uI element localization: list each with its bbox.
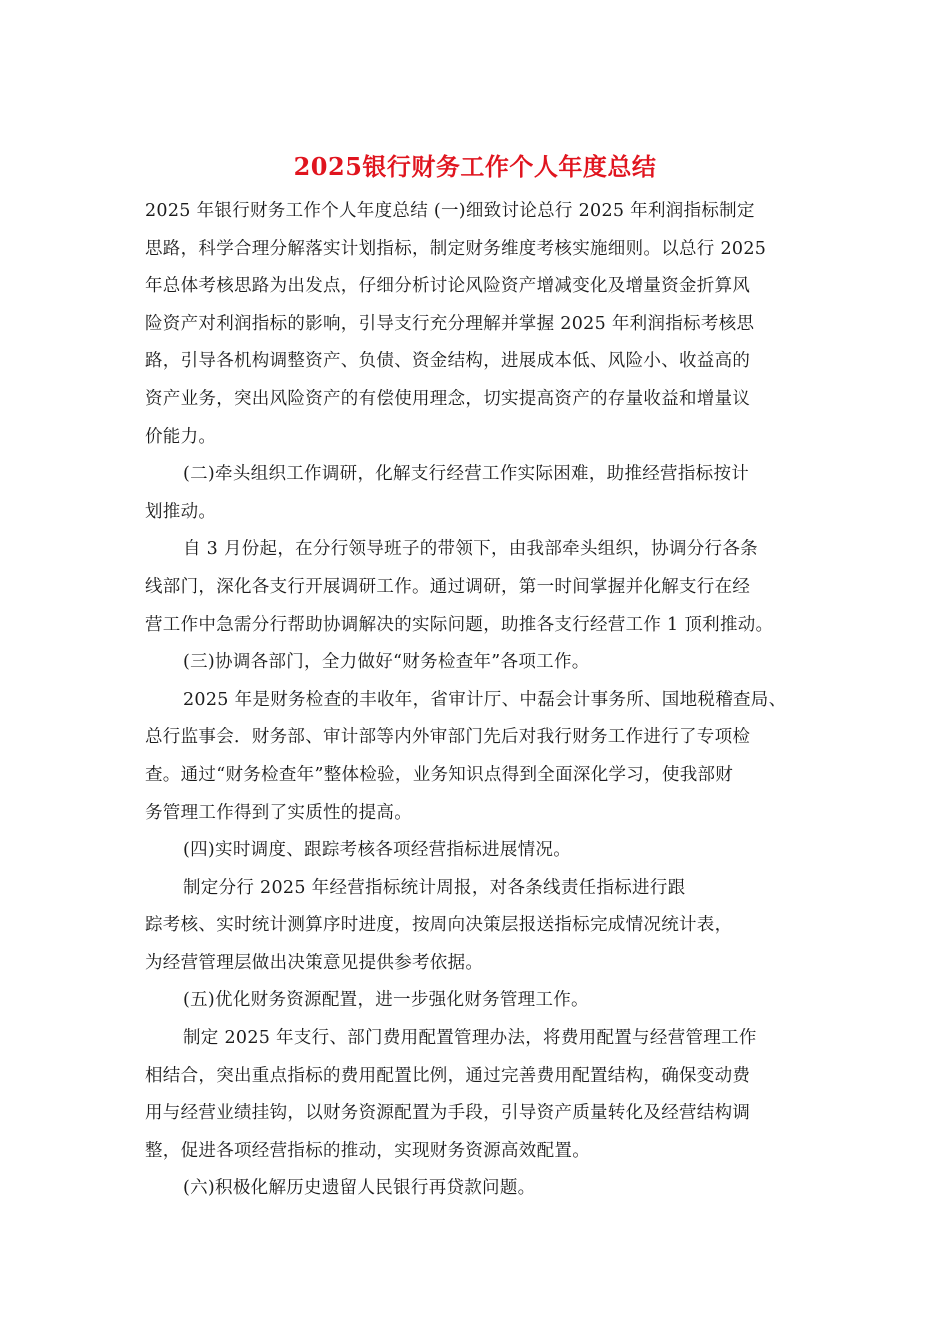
text-line: 自 3 月份起，在分行领导班子的带领下，由我部牵头组织，协调分行各条 (183, 539, 758, 560)
text-line: 2025 年是财务检查的丰收年，省审计厅、中磊会计事务所、国地税稽查局、 (183, 689, 787, 710)
text-line: (六)积极化解历史遗留人民银行再贷款问题。 (183, 1178, 536, 1199)
text-line: 制定 2025 年支行、部门费用配置管理办法，将费用配置与经营管理工作 (183, 1028, 757, 1049)
text-line: 路，引导各机构调整资产、负债、资金结构，进展成本低、风险小、收益高的 (145, 351, 751, 372)
text-line: 制定分行 2025 年经营指标统计周报，对各条线责任指标进行跟 (183, 877, 686, 898)
text-line: (五)优化财务资源配置，进一步强化财务管理工作。 (183, 990, 589, 1011)
text-line: 价能力。 (145, 426, 217, 447)
text-line: 总行监事会．财务部、审计部等内外审部门先后对我行财务工作进行了专项检 (145, 727, 751, 748)
text-line: 为经营管理层做出决策意见提供参考依据。 (145, 952, 484, 973)
text-line: (三)协调各部门，全力做好“财务检查年”各项工作。 (183, 652, 590, 673)
text-line: 整，促进各项经营指标的推动，实现财务资源高效配置。 (145, 1140, 590, 1161)
text-line: 线部门，深化各支行开展调研工作。通过调研，第一时间掌握并化解支行在经 (145, 576, 751, 597)
text-line: 思路，科学合理分解落实计划指标，制定财务维度考核实施细则。以总行 2025 (145, 238, 767, 259)
text-line: (二)牵头组织工作调研，化解支行经营工作实际困难，助推经营指标按计 (183, 464, 750, 485)
text-line: 用与经营业绩挂钩，以财务资源配置为手段，引导资产质量转化及经营结构调 (145, 1103, 751, 1124)
document-body (145, 193, 810, 1208)
document-title: 2025银行财务工作个人年度总结 (293, 152, 657, 181)
text-line: 资产业务，突出风险资产的有偿使用理念，切实提高资产的存量收益和增量议 (145, 388, 751, 409)
text-line: 险资产对利润指标的影响，引导支行充分理解并掌握 2025 年利润指标考核思 (145, 313, 755, 334)
text-line: 务管理工作得到了实质性的提高。 (145, 802, 412, 823)
text-line: (四)实时调度、跟踪考核各项经营指标进展情况。 (183, 840, 572, 861)
text-line: 2025 年银行财务工作个人年度总结 (一)细致讨论总行 2025 年利润指标制定 (145, 201, 755, 221)
text-line: 查。通过“财务检查年”整体检验，业务知识点得到全面深化学习，使我部财 (145, 764, 734, 785)
text-line: 年总体考核思路为出发点，仔细分析讨论风险资产增减变化及增量资金折算风 (145, 276, 751, 297)
text-line: 营工作中急需分行帮助协调解决的实际问题，助推各支行经营工作 1 顶利推动。 (145, 614, 774, 635)
text-line: 划推动。 (145, 501, 217, 522)
text-line: 踪考核、实时统计测算序时进度，按周向决策层报送指标完成情况统计表， (145, 915, 733, 936)
text-line: 相结合，突出重点指标的费用配置比例，通过完善费用配置结构，确保变动费 (145, 1065, 751, 1086)
